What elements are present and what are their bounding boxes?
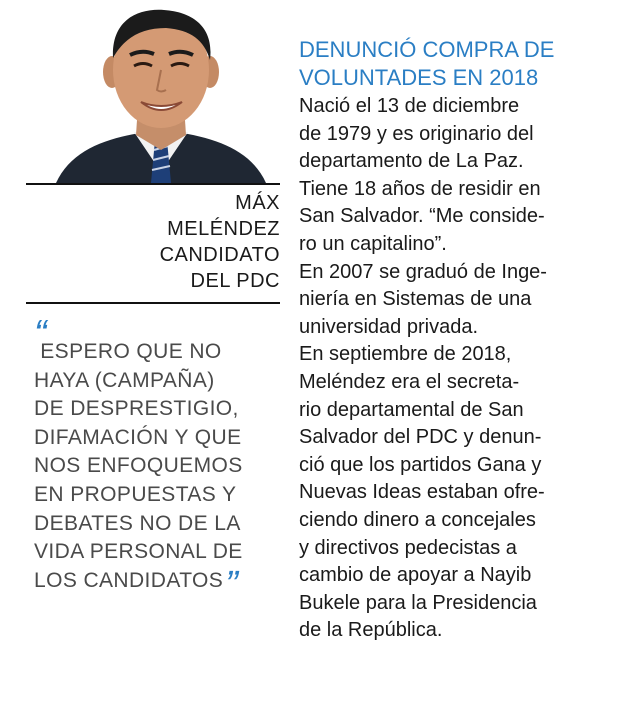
close-quote-mark: ”: [225, 563, 239, 606]
portrait-illustration: [26, 0, 276, 183]
body-line: Meléndez era el secreta-: [299, 370, 520, 393]
body-line: de 1979 y es originario del: [299, 122, 534, 145]
quote-line: DEBATES NO DE LA: [34, 511, 241, 535]
quote-line: HAYA (CAMPAÑA): [34, 368, 215, 392]
body-line: de la República.: [299, 619, 443, 642]
body-line: ro un capitalino”.: [299, 232, 447, 255]
body-line: y directivos pedecistas a: [299, 536, 517, 559]
pull-quote: [34, 313, 284, 606]
article-body: [299, 93, 619, 645]
body-line: niería en Sistemas de una: [299, 288, 532, 311]
quote-line-text: ESPERO QUE NO: [40, 340, 222, 363]
body-line: Nuevas Ideas estaban ofre-: [299, 481, 545, 504]
body-line: cambio de apoyar a Nayib: [299, 564, 532, 587]
quote-line: NOS ENFOQUEMOS: [34, 454, 243, 478]
quote-line: DIFAMACIÓN Y QUE: [34, 425, 242, 449]
caption-line: CANDIDATO: [159, 244, 280, 266]
headline-line: VOLUNTADES EN 2018: [299, 65, 539, 90]
body-line: Tiene 18 años de residir en: [299, 177, 541, 200]
photo-caption: [26, 190, 280, 294]
body-line: departamento de La Paz.: [299, 150, 524, 173]
caption-line: DEL PDC: [190, 270, 280, 292]
body-line: ció que los partidos Gana y: [299, 453, 542, 476]
body-line: En septiembre de 2018,: [299, 343, 512, 366]
body-line: Nació el 13 de diciembre: [299, 95, 520, 117]
body-line: rio departamental de San: [299, 398, 524, 421]
quote-line: [34, 338, 284, 367]
article-headline: [299, 36, 619, 92]
body-line: En 2007 se graduó de Inge-: [299, 260, 547, 283]
caption-top-rule: [26, 183, 280, 185]
caption-line: MÁX: [235, 192, 280, 214]
quote-line: [34, 563, 284, 606]
body-line: Salvador del PDC y denun-: [299, 426, 542, 449]
caption-bottom-rule: [26, 302, 280, 304]
caption-line: MELÉNDEZ: [167, 218, 280, 240]
headline-line: DENUNCIÓ COMPRA DE: [299, 37, 555, 62]
body-line: San Salvador. “Me conside-: [299, 205, 545, 228]
quote-line: DE DESPRESTIGIO,: [34, 397, 239, 421]
quote-line: VIDA PERSONAL DE: [34, 540, 243, 564]
body-line: ciendo dinero a concejales: [299, 508, 536, 531]
quote-line-text: LOS CANDIDATOS: [34, 568, 224, 592]
open-quote-mark: “: [34, 313, 48, 355]
body-line: universidad privada.: [299, 315, 478, 338]
quote-line: EN PROPUESTAS Y: [34, 482, 237, 506]
candidate-portrait-photo: [26, 0, 276, 183]
body-line: Bukele para la Presidencia: [299, 591, 537, 614]
